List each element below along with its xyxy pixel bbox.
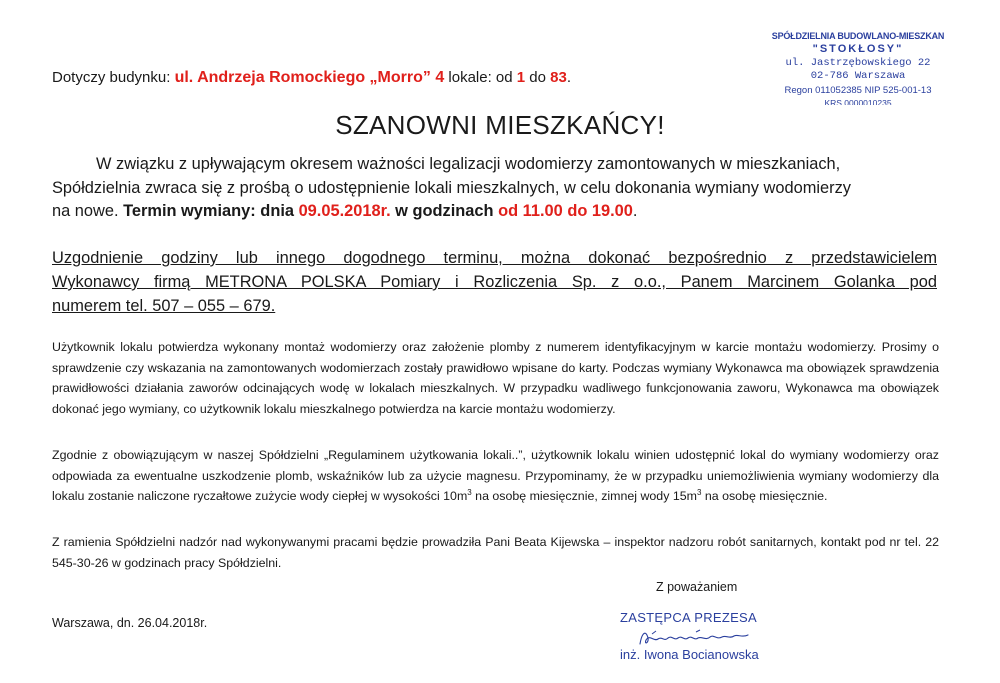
stamp-krs: KRS 0000010235 — [824, 98, 892, 106]
replacement-date-label: Termin wymiany: dnia — [123, 202, 299, 220]
replacement-date: 09.05.2018r. — [298, 202, 391, 220]
closing-greeting: Z poważaniem — [656, 580, 738, 594]
building-units-mid: do — [525, 69, 551, 86]
signer-name: inż. Iwona Bocianowska — [620, 647, 759, 662]
stamp-street: ul. Jastrzębowskiego 22 — [785, 56, 931, 69]
cooperative-stamp — [742, 30, 974, 105]
building-line — [52, 69, 571, 87]
regulations-text-b: na osobę miesięcznie, zimnej wody 15m — [471, 489, 697, 504]
building-units-prefix: lokale: od — [444, 69, 517, 86]
building-street: ul. Andrzeja Romockiego „Morro” 4 — [174, 69, 445, 86]
regulations-paragraph — [52, 445, 939, 507]
stamp-city: 02-786 Warszawa — [810, 70, 906, 83]
stamp-name-line: SPÓŁDZIELNIA BUDOWLANO-MIESZKAN — [771, 31, 945, 41]
regulations-text-a: Zgodnie z obowiązującym w naszej Spółdzielni „Regulaminem użytkowania lokali..”, użytkownik lokalu winien udostępnić lokal do wymiany wodomierzy oraz odpowiada za ewentualne uszkodzenie plomb, wskaźników lub za użycie magnesu. Przypominamy, że w przypadku uniemożliwienia wymiany wodomierzy dla lokalu zostanie naliczone ryczałtowe zużycie wody ciepłej w wysokości 10m — [52, 448, 939, 504]
contact-line-2: Wykonawcy firmą METRONA POLSKA Pomiary i Rozliczenia Sp. z o.o., Panem Marcinem Golanka pod — [52, 273, 937, 291]
installation-paragraph: Użytkownik lokalu potwierdza wykonany montaż wodomierzy oraz założenie plomby z numerem identyfikacyjnym w karcie montażu wodomierzy. Prosimy o sprawdzenie czy wskazania na zamontowanych wodomierzach zostały prawidłowo wpisane do karty. Podczas wymiany Wykonawca ma obowiązek sprawdzenia prawidłowości działania zaworów odcinających wodę w lokalach mieszkalnych. W przypadku wadliwego funkcjonowania zaworu, Wykonawca ma obowiązek dokonać jego wymiany, co użytkownik lokalu mieszkalnego potwierdza na karcie montażu wodomierzy. — [52, 340, 939, 416]
intro-line-3-start: na nowe. — [52, 202, 124, 220]
intro-line-2: Spółdzielnia zwraca się z prośbą o udostępnienie lokali mieszkalnych, w celu dokonania wymiany wodomierzy — [52, 178, 851, 197]
contractor-contact-paragraph — [52, 246, 937, 318]
stamp-cooperative-name: "STOKŁOSY" — [812, 43, 904, 56]
signer-role: ZASTĘPCA PREZESA — [620, 610, 758, 625]
cubic-superscript-2: 3 — [696, 488, 702, 498]
regulations-text-c: na osobę miesięcznie. — [701, 489, 828, 504]
replacement-hours: od 11.00 do 19.00 — [498, 202, 633, 220]
stamp-regon-nip: Regon 011052385 NIP 525-001-13 — [784, 84, 932, 96]
building-prefix: Dotyczy budynku: — [52, 69, 175, 86]
building-units-from: 1 — [516, 69, 526, 86]
place-date: Warszawa, dn. 26.04.2018r. — [52, 616, 208, 630]
intro-line-3 — [52, 200, 942, 224]
page-title: SZANOWNI MIESZKAŃCY! — [335, 110, 665, 140]
replacement-hours-label: w godzinach — [390, 202, 499, 220]
supervision-paragraph: Z ramienia Spółdzielni nadzór nad wykonywanymi pracami będzie prowadziła Pani Beata Kijewska – inspektor nadzoru robót sanitarnych, kontakt pod nr tel. 22 545-30-26 w godzinach pracy Spółdzielni. — [52, 535, 939, 570]
intro-line-1: W związku z upływającym okresem ważności legalizacji wodomierzy zamontowanych w mieszkaniach, — [96, 155, 841, 173]
building-end: . — [566, 69, 572, 86]
contact-line-3: numerem tel. 507 – 055 – 679. — [52, 297, 276, 315]
intro-paragraph — [52, 153, 942, 224]
contact-line-1: Uzgodnienie godziny lub innego dogodnego terminu, można dokonać bezpośrednio z przedstawicielem — [52, 249, 937, 267]
cubic-superscript-1: 3 — [467, 488, 472, 498]
intro-line-3-end: . — [632, 202, 638, 220]
building-units-to: 83 — [550, 69, 567, 86]
